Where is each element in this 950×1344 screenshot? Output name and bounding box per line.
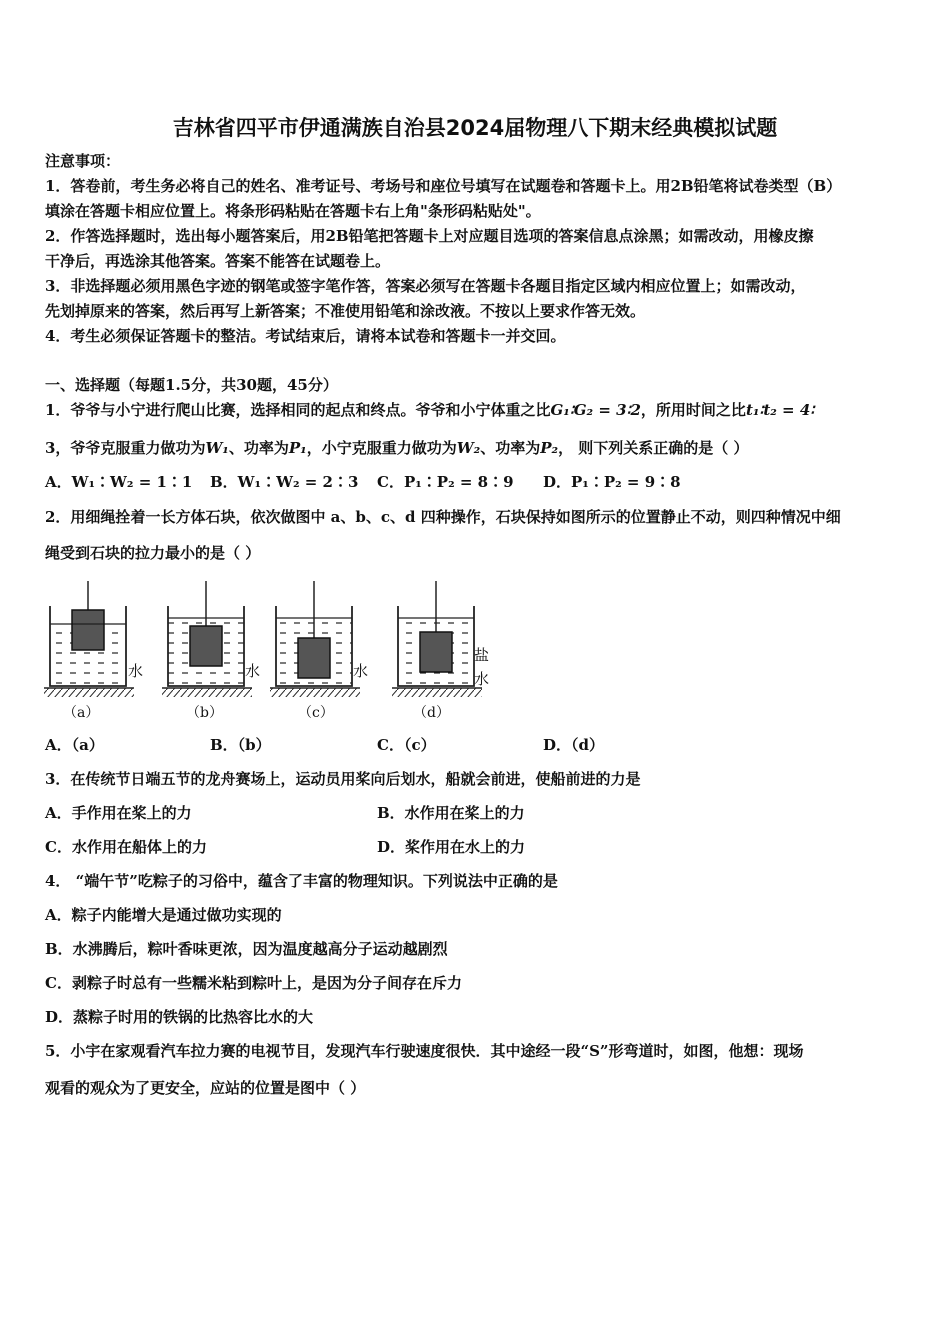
q1-option-c[interactable]: C．P₁∶P₂ = 8∶9 xyxy=(377,473,514,491)
notice-line: 填涂在答题卡相应位置上。将条形码粘贴在答题卡右上角"条形码粘贴处"。 xyxy=(45,202,541,220)
label-water-a: 水 xyxy=(128,662,144,680)
q3-option-b[interactable]: B．水作用在桨上的力 xyxy=(377,804,525,822)
q1-math: W₂ xyxy=(456,439,481,457)
beaker-a xyxy=(44,581,134,697)
label-salt: 盐 xyxy=(474,646,490,664)
notice-line: 4．考生必须保证答题卡的整洁。考试结束后，请将本试卷和答题卡一并交回。 xyxy=(45,327,566,345)
notice-line: 干净后，再选涂其他答案。答案不能答在试题卷上。 xyxy=(45,252,391,270)
q2-option-d[interactable]: D．（d） xyxy=(543,736,604,754)
label-water-c: 水 xyxy=(353,662,369,680)
q1-option-b[interactable]: B．W₁∶W₂ = 2∶3 xyxy=(210,473,359,491)
q1-line2 xyxy=(45,438,749,458)
q2-option-b[interactable]: B．（b） xyxy=(210,736,271,754)
q2-line2: 绳受到石块的拉力最小的是（ ） xyxy=(45,544,261,562)
notice-line: 3．非选择题必须用黑色字迹的钢笔或签字笔作答，答案必须写在答题卡各题目指定区域内相应位置上；如需改动， xyxy=(45,277,806,295)
caption-b: （b） xyxy=(186,705,223,721)
notice-line: 2．作答选择题时，选出每小题答案后，用2B铅笔把答题卡上对应题目选项的答案信息点涂黑；如需改动，用橡皮擦 xyxy=(45,227,814,245)
section-heading: 一、选择题（每题1.5分，共30题，45分） xyxy=(45,376,338,394)
q1-text: ，小宁克服重力做功为 xyxy=(306,439,457,457)
q3-stem: 3．在传统节日端五节的龙舟赛场上，运动员用桨向后划水，船就会前进，使船前进的力是 xyxy=(45,770,641,788)
q4-stem: 4． “端午节”吃粽子的习俗中，蕴含了丰富的物理知识。下列说法中正确的是 xyxy=(45,872,558,890)
q4-option-c[interactable]: C．剥粽子时总有一些糯米粘到粽叶上，是因为分子间存在斥力 xyxy=(45,974,462,992)
caption-c: （c） xyxy=(298,705,334,721)
stone-block xyxy=(420,632,452,672)
q2-option-c[interactable]: C．（c） xyxy=(377,736,436,754)
stone-block xyxy=(72,610,104,650)
notice-heading: 注意事项： xyxy=(45,152,121,170)
q5-line2: 观看的观众为了更安全，应站的位置是图中（ ） xyxy=(45,1079,366,1097)
q3-option-c[interactable]: C．水作用在船体上的力 xyxy=(45,838,207,856)
beaker-d xyxy=(392,581,482,697)
q1-text: 3，爷爷克服重力做功为 xyxy=(45,439,206,457)
notice-line: 1．答卷前，考生务必将自己的姓名、准考证号、考场号和座位号填写在试题卷和答题卡上。用2B铅笔将试卷类型（B） xyxy=(45,177,842,195)
q4-option-a[interactable]: A．粽子内能增大是通过做功实现的 xyxy=(45,906,282,924)
q1-math: t₁∶t₂ = 4∶ xyxy=(745,401,815,419)
notice-line: 先划掉原来的答案，然后再写上新答案；不准使用铅笔和涂改液。不按以上要求作答无效。 xyxy=(45,302,646,320)
q2-line1: 2．用细绳拴着一长方体石块，依次做图中 a、b、c、d 四种操作，石块保持如图所示的位置静止不动，则四种情况中细 xyxy=(45,508,841,526)
q4-option-b[interactable]: B．水沸腾后，粽叶香味更浓，因为温度越高分子运动越剧烈 xyxy=(45,940,448,958)
caption-a: （a） xyxy=(63,705,100,721)
q1-text: 1．爷爷与小宁进行爬山比赛，选择相同的起点和终点。爷爷和小宁体重之比 xyxy=(45,401,551,419)
q1-option-d[interactable]: D．P₁∶P₂ = 9∶8 xyxy=(543,473,681,491)
q1-math: G₁∶G₂ = 3∶2 xyxy=(550,401,641,419)
q1-math: P₂ xyxy=(540,439,559,457)
q3-option-a[interactable]: A．手作用在桨上的力 xyxy=(45,804,192,822)
q5-line1: 5．小宇在家观看汽车拉力赛的电视节目，发现汽车行驶速度很快．其中途经一段“S”形弯道时，如图，他想：现场 xyxy=(45,1042,804,1060)
q1-text: 、功率为 xyxy=(228,439,289,457)
q1-text: 、功率为 xyxy=(480,439,541,457)
label-water-b: 水 xyxy=(245,662,261,680)
stone-block xyxy=(190,626,222,666)
stone-block xyxy=(298,638,330,678)
beaker-c xyxy=(270,581,360,697)
exam-title: 吉林省四平市伊通满族自治县2024届物理八下期末经典模拟试题 xyxy=(172,116,778,140)
q1-math: P₁ xyxy=(288,439,307,457)
q1-option-a[interactable]: A．W₁∶W₂ = 1∶1 xyxy=(45,473,193,491)
beaker-b xyxy=(162,581,252,697)
q1-text: ， 则下列关系正确的是（ ） xyxy=(558,439,749,457)
q1-text: ，所用时间之比 xyxy=(640,401,746,419)
q3-option-d[interactable]: D．桨作用在水上的力 xyxy=(377,838,526,856)
q1-math: W₁ xyxy=(205,439,229,457)
q1-line1 xyxy=(45,400,814,420)
q4-option-d[interactable]: D．蒸粽子时用的铁锅的比热容比水的大 xyxy=(45,1008,314,1026)
label-water-d: 水 xyxy=(474,670,490,688)
caption-d: （d） xyxy=(413,705,450,721)
q2-option-a[interactable]: A．（a） xyxy=(45,736,104,754)
